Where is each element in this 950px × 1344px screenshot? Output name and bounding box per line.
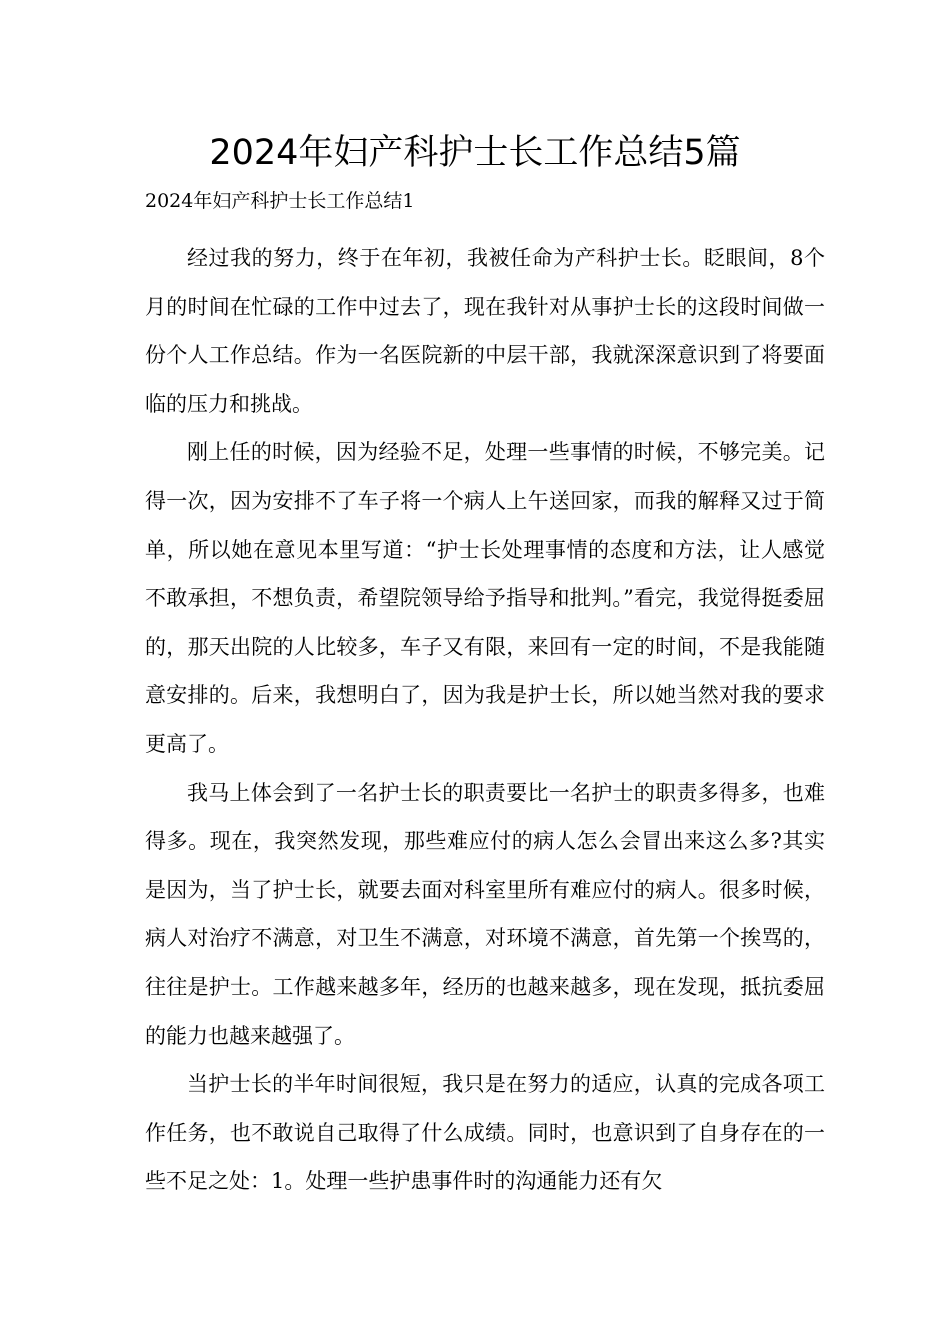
paragraph: 刚上任的时候，因为经验不足，处理一些事情的时候，不够完美。记得一次，因为安排不了车子将一个病人上午送回家，而我的解释又过于简单，所以她在意见本里写道：“护士长处理事情的态度和方法，让人感觉不敢承担，不想负责，希望院领导给予指导和批判。”看完，我觉得挺委屈的，那天出院的人比较多，车子又有限，来回有一定的时间，不是我能随意安排的。后来，我想明白了，因为我是护士长，所以她当然对我的要求更高了。	[145, 440, 825, 756]
document-body	[145, 234, 825, 1206]
section-heading: 2024年妇产科护士长工作总结1	[145, 190, 415, 212]
paragraph: 我马上体会到了一名护士长的职责要比一名护士的职责多得多，也难得多。现在，我突然发现，那些难应付的病人怎么会冒出来这么多?其实是因为，当了护士长，就要去面对科室里所有难应付的病人。很多时候，病人对治疗不满意，对卫生不满意，对环境不满意，首先第一个挨骂的，往往是护士。工作越来越多年，经历的也越来越多，现在发现，抵抗委屈的能力也越来越强了。	[145, 780, 825, 1048]
paragraph: 当护士长的半年时间很短，我只是在努力的适应，认真的完成各项工作任务，也不敢说自己取得了什么成绩。同时，也意识到了自身存在的一些不足之处：1。处理一些护患事件时的沟通能力还有欠	[145, 1072, 825, 1194]
document-title: 2024年妇产科护士长工作总结5篇	[209, 133, 741, 173]
paragraph: 经过我的努力，终于在年初，我被任命为产科护士长。眨眼间，8个月的时间在忙碌的工作中过去了，现在我针对从事护士长的这段时间做一份个人工作总结。作为一名医院新的中层干部，我就深深意识到了将要面临的压力和挑战。	[145, 246, 825, 416]
